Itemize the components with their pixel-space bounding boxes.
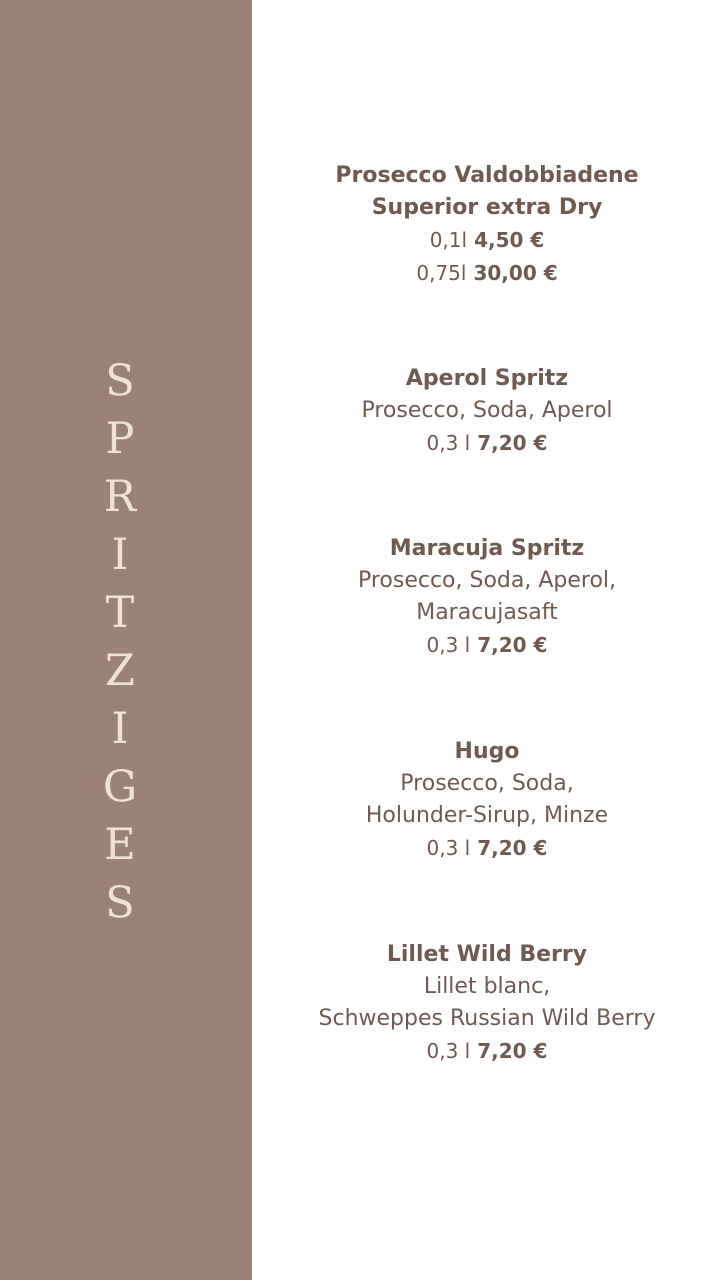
item-description: Prosecco, Soda, xyxy=(400,771,574,796)
sidebar-band xyxy=(0,0,252,1280)
item-name: Prosecco Valdobbiadene xyxy=(335,163,639,188)
item-size: 0,1l xyxy=(429,228,468,252)
menu-content xyxy=(252,0,720,1280)
item-size: 0,3 l xyxy=(426,1039,471,1063)
title-letter: E xyxy=(104,820,136,870)
section-title-vertical xyxy=(0,352,240,932)
menu-item-aperol-spritz xyxy=(252,363,720,460)
title-letter: R xyxy=(103,472,137,522)
title-letter: G xyxy=(102,762,138,812)
item-name: Maracuja Spritz xyxy=(389,536,585,561)
item-size: 0,3 l xyxy=(426,633,471,657)
menu-item-lillet-wild-berry xyxy=(252,939,720,1068)
title-letter: P xyxy=(105,414,135,464)
price-line xyxy=(252,832,720,865)
item-size: 0,3 l xyxy=(426,836,471,860)
item-description: Lillet blanc, xyxy=(423,974,551,999)
item-description: Prosecco, Soda, Aperol, xyxy=(357,568,617,593)
item-size: 0,3 l xyxy=(426,431,471,455)
title-letter: S xyxy=(105,356,135,406)
menu-item-maracuja-spritz xyxy=(252,533,720,662)
item-description: Holunder-Sirup, Minze xyxy=(365,803,609,828)
item-price: 7,20 € xyxy=(477,431,548,455)
price-line xyxy=(252,1035,720,1068)
item-description: Prosecco, Soda, Aperol xyxy=(361,398,613,423)
item-name: Superior extra Dry xyxy=(371,195,603,220)
price-line xyxy=(252,629,720,662)
title-letter: T xyxy=(105,588,135,638)
item-size: 0,75l xyxy=(416,261,467,285)
price-line xyxy=(252,224,720,257)
item-name: Hugo xyxy=(454,739,520,764)
menu-item-prosecco xyxy=(252,160,720,290)
title-letter: I xyxy=(111,704,129,754)
item-price: 4,50 € xyxy=(474,228,545,252)
title-letter: S xyxy=(105,878,135,928)
menu-item-hugo xyxy=(252,736,720,865)
item-name: Aperol Spritz xyxy=(405,366,569,391)
item-description: Schweppes Russian Wild Berry xyxy=(318,1006,656,1031)
item-price: 7,20 € xyxy=(477,836,548,860)
item-price: 7,20 € xyxy=(477,633,548,657)
title-letter: I xyxy=(111,530,129,580)
item-price: 7,20 € xyxy=(477,1039,548,1063)
item-description: Maracujasaft xyxy=(416,600,558,625)
item-price: 30,00 € xyxy=(473,261,558,285)
price-line xyxy=(252,257,720,290)
title-letter: Z xyxy=(105,646,135,696)
item-name: Lillet Wild Berry xyxy=(386,942,588,967)
price-line xyxy=(252,427,720,460)
